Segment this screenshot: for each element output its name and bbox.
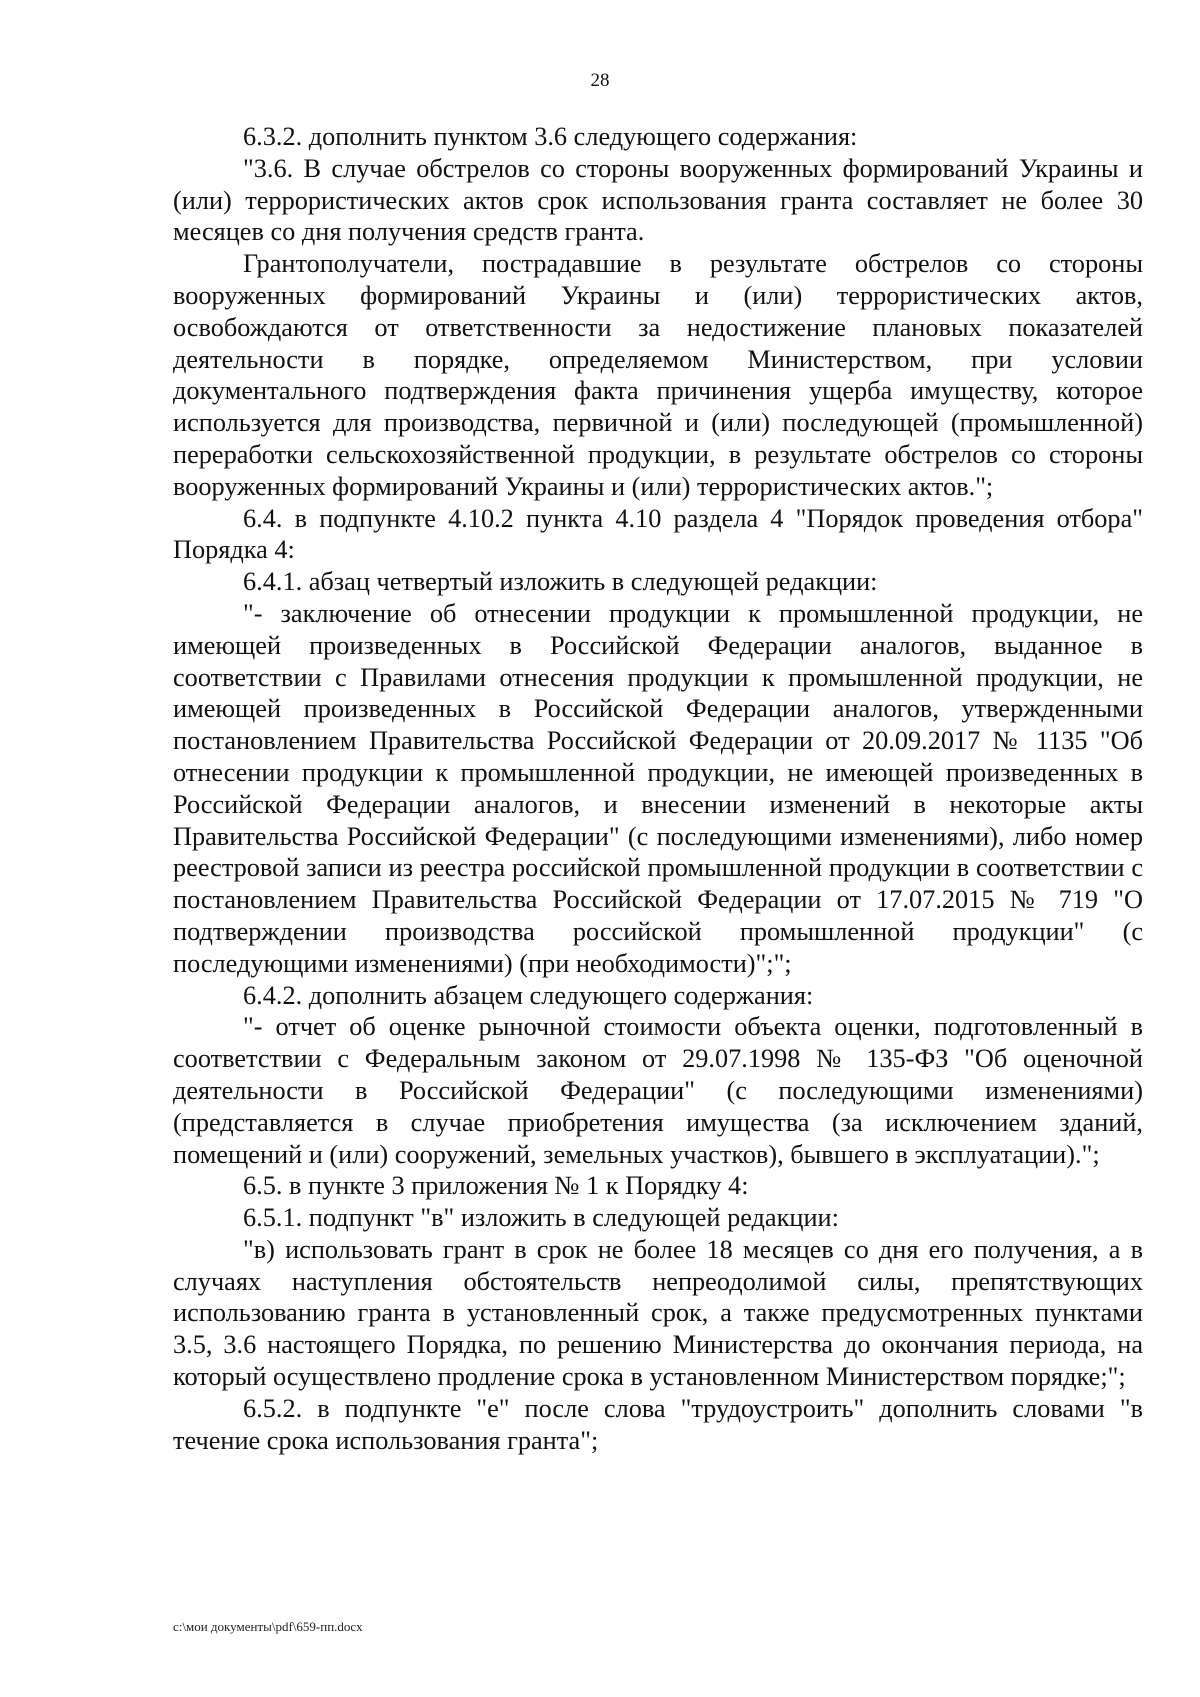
paragraph-3-6-quote: "3.6. В случае обстрелов со стороны вооруженных формирований Украины и (или) террористических актов срок использования гранта составляет не более 30 месяцев со дня получения средств гранта. [173,153,1143,247]
paragraph-6-4: 6.4. в подпункте 4.10.2 пункта 4.10 раздела 4 "Порядок проведения отбора" Порядка 4: [173,503,1143,565]
paragraph-6-5-1: 6.5.1. подпункт "в" изложить в следующей редакции: [243,1203,839,1233]
paragraph-6-5: 6.5. в пункте 3 приложения № 1 к Порядку 4: [243,1171,749,1201]
paragraph-6-5-2: 6.5.2. в подпункте "е" после слова "трудоустроить" дополнить словами "в течение срока использования гранта"; [173,1393,1143,1455]
paragraph-6-3-2: 6.3.2. дополнить пунктом 3.6 следующего содержания: [243,122,858,151]
paragraph-valuation-report-quote: "- отчет об оценке рыночной стоимости объекта оценки, подготовленный в соответствии с Федеральным законом от 29.07.1998 № 135-ФЗ "Об оценочной деятельности в Российской Федерации" (с последующими изменениями) (представляется в случае приобретения имущества (за исключением зданий, помещений и (или) сооружений, земельных участков), бывшего в эксплуатации)."; [173,1012,1143,1169]
document-body [173,121,1143,1456]
paragraph-6-4-2: 6.4.2. дополнить абзацем следующего содержания: [243,980,814,1010]
page-number: 28 [590,70,610,91]
paragraph-subitem-v-quote: "в) использовать грант в срок не более 18 месяцев со дня его получения, а в случаях наступления обстоятельств непреодолимой силы, препятствующих использованию гранта в установленный срок, а также предусмотренных пунктами 3.5, 3.6 настоящего Порядка, по решению Министерства до окончания периода, на который осуществлено продление срока в установленном Министерством порядке;"; [173,1234,1143,1392]
paragraph-grant-recipients: Грантополучатели, пострадавшие в результате обстрелов со стороны вооруженных формирований Украины и (или) террористических актов, освобождаются от ответственности за недостижение плановых показателей деятельности в порядке, определяемом Министерством, при условии документального подтверждения факта причинения ущерба имуществу, которое используется для производства, первичной и (или) последующей (промышленной) переработки сельскохозяйственной продукции, в результате обстрелов со стороны вооруженных формирований Украины и (или) террористических актов."; [173,249,1143,501]
paragraph-6-4-1: 6.4.1. абзац четвертый изложить в следующей редакции: [243,567,878,597]
paragraph-conclusion-quote: "- заключение об отнесении продукции к промышленной продукции, не имеющей произведенных в Российской Федерации аналогов, выданное в соответствии с Правилами отнесения продукции к промышленной продукции, не имеющей произведенных в Российской Федерации аналогов, утвержденными постановлением Правительства Российской Федерации от 20.09.2017 № 1135 "Об отнесении продукции к промышленной продукции, не имеющей произведенных в Российской Федерации аналогов, и внесении изменений в некоторые акты Правительства Российской Федерации" (с последующими изменениями), либо номер реестровой записи из реестра российской промышленной продукции в соответствии с постановлением Правительства Российской Федерации от 17.07.2015 № 719 "О подтверждении производства российской промышленной продукции" (с последующими изменениями) (при необходимости)";"; [173,598,1143,978]
footer-file-path: c:\мои документы\pdf\659-пп.docx [173,1619,363,1634]
